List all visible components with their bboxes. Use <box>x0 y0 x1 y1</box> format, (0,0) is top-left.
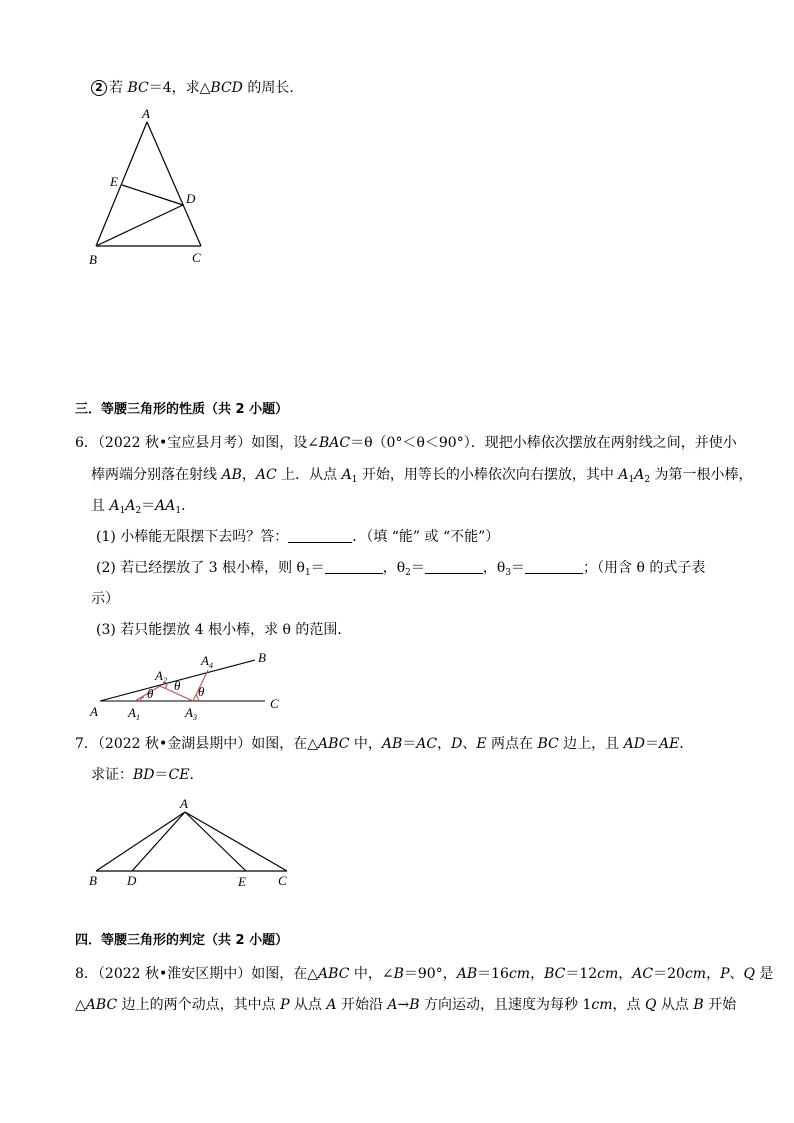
q6-line1: 6．（2022 秋•宝应县月考）如图，设∠BAC＝θ（0°＜θ＜90°）．现把小棒依次摆放在两射线之间，并使小 <box>75 435 737 451</box>
label-d: D <box>186 191 196 206</box>
label-d: D <box>127 873 137 888</box>
q6-subquestion-2-cont: 示） <box>91 591 119 607</box>
label-a: A <box>142 106 150 121</box>
q8-line2: △ABC 边上的两个动点，其中点 P 从点 A 开始沿 A→B 方向运动，且速度为每秒 1cm，点 Q 从点 B 开始 <box>75 997 737 1013</box>
label-c: C <box>278 873 287 888</box>
label-theta3: θ <box>198 684 205 699</box>
q7-prove-line: 求证：BD＝CE． <box>91 767 204 783</box>
label-e: E <box>110 174 118 189</box>
answer-blank[interactable] <box>288 528 352 543</box>
q6-line2: 棒两端分别落在射线 AB，AC 上．从点 $A_1$ 开始，用等长的小棒依次向右摆放，其中 $A_1A_2$ 为第一根小棒， <box>91 467 753 485</box>
q5-part2-line: 2 若 BC＝4，求△BCD 的周长． <box>91 78 303 98</box>
answer-blank-theta1[interactable] <box>325 559 383 574</box>
q6-line3: 且 $A_1A_2=AA_1$． <box>91 498 196 516</box>
label-b: B <box>89 873 97 888</box>
q6-subquestion-2: (2) 若已经摆放了 3 根小棒，则 $\theta_1=$ ，$\theta_2=$ ，$\theta_3=$ ；（用含 θ 的式子表 <box>96 560 706 578</box>
label-e: E <box>238 874 246 889</box>
label-b: B <box>89 252 97 267</box>
label-a4: $A_4$ <box>201 653 213 670</box>
answer-blank-theta2[interactable] <box>425 559 483 574</box>
label-c: C <box>270 696 279 711</box>
label-c: C <box>192 250 201 265</box>
segment-ab <box>96 122 147 246</box>
label-a2: $A_2$ <box>155 668 167 685</box>
segment-bd <box>96 205 183 246</box>
section-heading-4: 四．等腰三角形的判定（共 2 小题） <box>75 933 289 948</box>
label-theta2: θ <box>174 678 181 693</box>
circled-number-marker: 2 <box>91 80 107 96</box>
section-heading-3: 三．等腰三角形的性质（共 2 小题） <box>75 402 289 417</box>
q6-subquestion-3: (3) 若只能摆放 4 根小棒，求 θ 的范围． <box>96 622 352 638</box>
label-a1: $A_1$ <box>128 705 140 722</box>
label-a3: $A_3$ <box>185 705 197 722</box>
answer-blank-theta3[interactable] <box>525 559 583 574</box>
label-a: A <box>90 704 98 719</box>
segment-ac <box>147 122 201 246</box>
label-theta1: θ <box>147 686 154 701</box>
q6-subquestion-1: (1) 小棒能无限摆下去吗？答： ．（填 “能” 或 “不能”） <box>96 529 500 545</box>
label-b: B <box>258 650 266 665</box>
q7-line1: 7．（2022 秋•金湖县期中）如图，在△ABC 中，AB＝AC，D、E 两点在 BC 边上，且 AD＝AE． <box>75 736 694 752</box>
q8-line1: 8．（2022 秋•淮安区期中）如图，在△ABC 中，∠B＝90°，AB＝16cm，BC＝12cm，AC＝20cm，P、Q 是 <box>75 966 774 982</box>
segment-ed <box>122 185 183 205</box>
label-a: A <box>180 796 188 811</box>
